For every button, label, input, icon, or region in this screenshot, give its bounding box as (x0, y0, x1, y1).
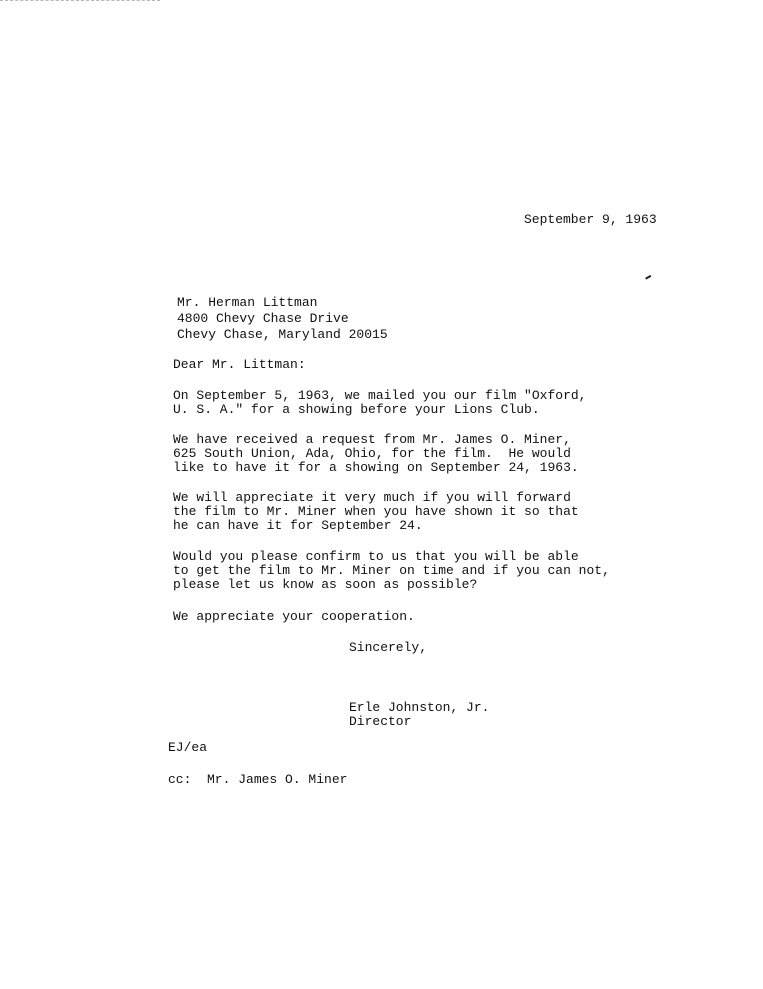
paragraph-line: Would you please confirm to us that you will be able (173, 549, 579, 564)
recipient-name: Mr. Herman Littman (177, 295, 318, 310)
paragraph-line: On September 5, 1963, we mailed you our film "Oxford, (173, 388, 587, 403)
paragraph-line: We appreciate your cooperation. (173, 609, 415, 624)
recipient-street: 4800 Chevy Chase Drive (177, 311, 349, 326)
closing: Sincerely, (349, 640, 428, 655)
signer-title: Director (349, 714, 412, 729)
paragraph-line: U. S. A." for a showing before your Lions Club. (173, 402, 540, 417)
signer-name: Erle Johnston, Jr. (349, 700, 490, 715)
scan-edge-mark (0, 0, 160, 1)
letter-date: September 9, 1963 (524, 212, 657, 227)
paragraph-line: the film to Mr. Miner when you have shown it so that (173, 504, 579, 519)
paragraph-line: he can have it for September 24. (173, 518, 423, 533)
carbon-copy: cc: Mr. James O. Miner (168, 772, 348, 787)
paragraph-line: We have received a request from Mr. James O. Miner, (173, 432, 571, 447)
paragraph-line: 625 South Union, Ada, Ohio, for the film. He would (173, 446, 571, 461)
stray-mark (645, 275, 653, 282)
typist-initials: EJ/ea (168, 740, 208, 755)
recipient-city: Chevy Chase, Maryland 20015 (177, 327, 388, 342)
paragraph-line: to get the film to Mr. Miner on time and if you can not, (173, 563, 610, 578)
salutation: Dear Mr. Littman: (173, 357, 306, 372)
paragraph-line: like to have it for a showing on September 24, 1963. (173, 460, 579, 475)
paragraph-line: please let us know as soon as possible? (173, 577, 478, 592)
paragraph-line: We will appreciate it very much if you will forward (173, 490, 571, 505)
